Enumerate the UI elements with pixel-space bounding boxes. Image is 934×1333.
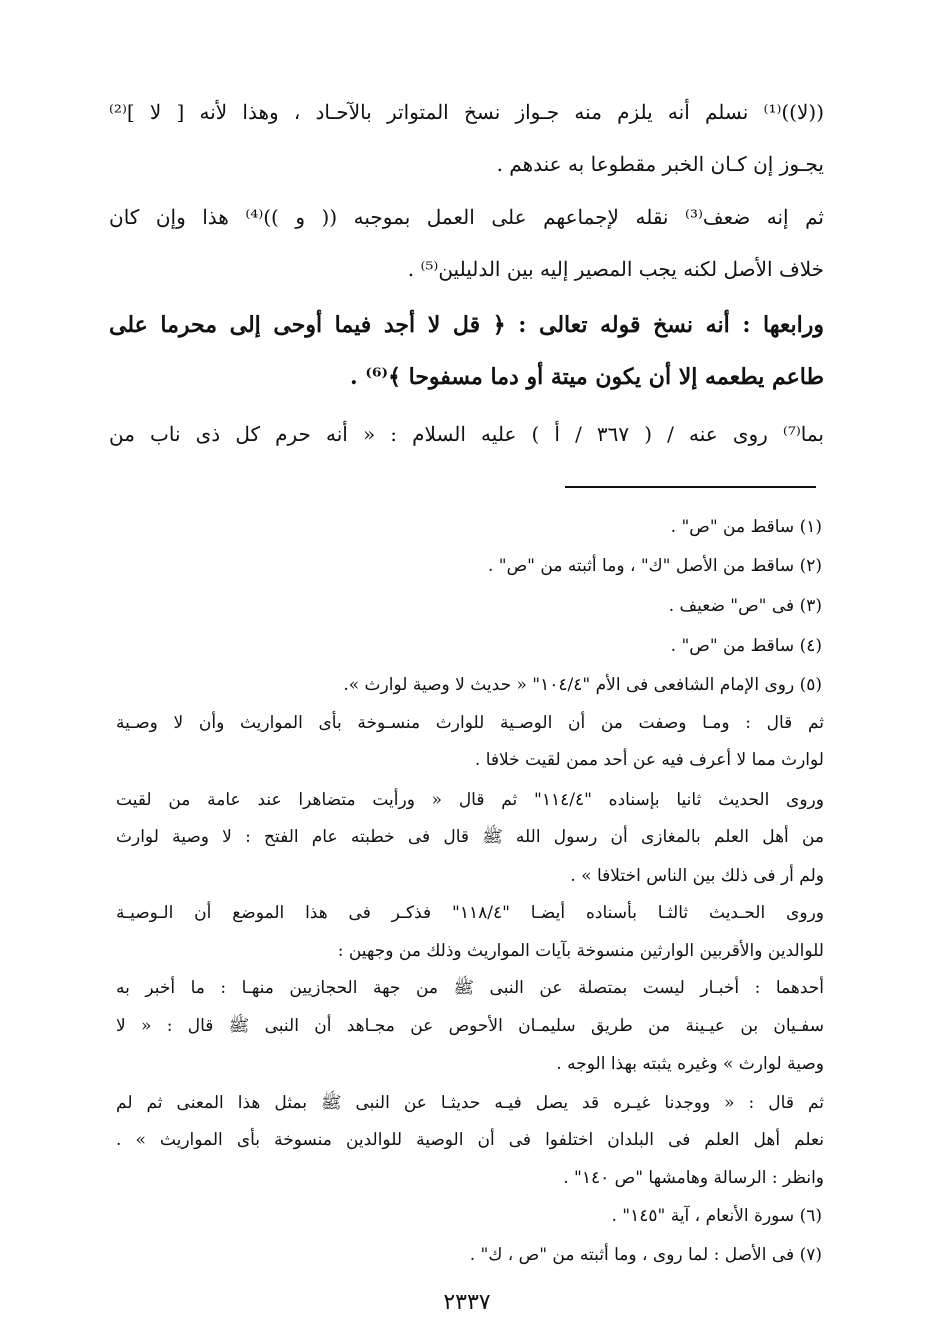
quran-verse-line: طاعم يطعمه إلا أن يكون ميتة أو دما مسفوحا ﴾⁽⁶⁾ . [350, 364, 824, 390]
footnote-7: (٧) فى الأصل : لما روى ، وما أثبته من "ص ، ك" . [469, 1245, 822, 1265]
footnote-3: (٣) فى "ص" ضعيف . [668, 596, 822, 616]
page-number: ٢٣٣٧ [443, 1290, 491, 1315]
footnote-1: (١) ساقط من "ص" . [670, 517, 822, 537]
footnote-4: (٤) ساقط من "ص" . [670, 636, 822, 656]
footnote-5-line: وروى الحديث ثانيا بإسناده "١١٤/٤" ثم قال « ورأيت متضاهرا عند عامة من لقيت [116, 790, 824, 810]
footnote-5-line: وروى الحـديث ثالثـا بأسناده أيضـا "١١٨/٤" فذكـر فى هذا الموضع أن الـوصيـة [116, 903, 824, 923]
body-line: ثم إنه ضعف⁽³⁾ نقله لإجماعهم على العمل بموجبه (( و ))⁽⁴⁾ هذا وإن كان [109, 205, 824, 229]
footnote-5: (٥) روى الإمام الشافعى فى الأم "١٠٤/٤" « حديث لا وصية لوارث ». [343, 675, 822, 695]
footnote-separator [565, 486, 816, 488]
body-line: خلاف الأصل لكنه يجب المصير إليه بين الدليلين⁽⁵⁾ . [407, 257, 824, 281]
footnote-5-line: لوارث مما لا أعرف فيه عن أحد ممن لقيت خلافا . [474, 750, 824, 770]
footnote-5-line: أحدهما : أخبـار ليست بمتصلة عن النبى ﷺ من جهة الحجازيين منهـا : ما أخبر به [116, 978, 824, 998]
footnote-5-line: ولم أر فى ذلك بين الناس اختلافا » . [570, 866, 824, 886]
footnote-6: (٦) سورة الأنعام ، آية "١٤٥" . [611, 1206, 822, 1226]
body-line: يجـوز إن كـان الخبر مقطوعا به عندهم . [496, 152, 824, 176]
quran-verse-line: ورابعها : أنه نسخ قوله تعالى : ﴿ قل لا أجد فيما أوحى إلى محرما على [109, 312, 824, 338]
footnote-5-line: سفـيان بن عيـينة من طريق سليمـان الأحوص عن مجـاهد أن النبى ﷺ قال : « لا [116, 1016, 824, 1036]
footnote-5-line: نعلم أهل العلم فى البلدان اختلفوا فى أن الوصية للوالدين منسوخة بأى المواريث » . [116, 1130, 824, 1150]
footnote-2: (٢) ساقط من الأصل "ك" ، وما أثبته من "ص" . [487, 556, 822, 576]
footnote-5-line: ثم قال : ومـا وصفت من أن الوصـية للوارث منسـوخة بأى المواريث وأن لا وصـية [116, 713, 824, 733]
body-line: ((لا))⁽¹⁾ نسلم أنه يلزم منه جـواز نسخ المتواتر بالآحـاد ، وهذا لأنه [ لا ]⁽²⁾ [109, 100, 824, 124]
body-line: بما⁽⁷⁾ روى عنه / ( ٣٦٧ / أ ) عليه السلام : « أنه حرم كل ذى ناب من [109, 422, 824, 446]
footnote-5-line: للوالدين والأقربين الوارثين منسوخة بآيات المواريث وذلك من وجهين : [337, 941, 824, 961]
footnote-5-line: من أهل العلم بالمغازى أن رسول الله ﷺ قال فى خطبته عام الفتح : لا وصية لوارث [116, 827, 824, 847]
footnote-5-line: ثم قال : « ووجدنا غيـره قد يصل فيـه حديثـا عن النبى ﷺ بمثل هذا المعنى ثم لم [116, 1093, 824, 1113]
footnote-5-line: وانظر : الرسالة وهامشها "ص ١٤٠" . [563, 1168, 824, 1188]
footnote-5-line: وصية لوارث » وغيره يثبته بهذا الوجه . [556, 1054, 824, 1074]
